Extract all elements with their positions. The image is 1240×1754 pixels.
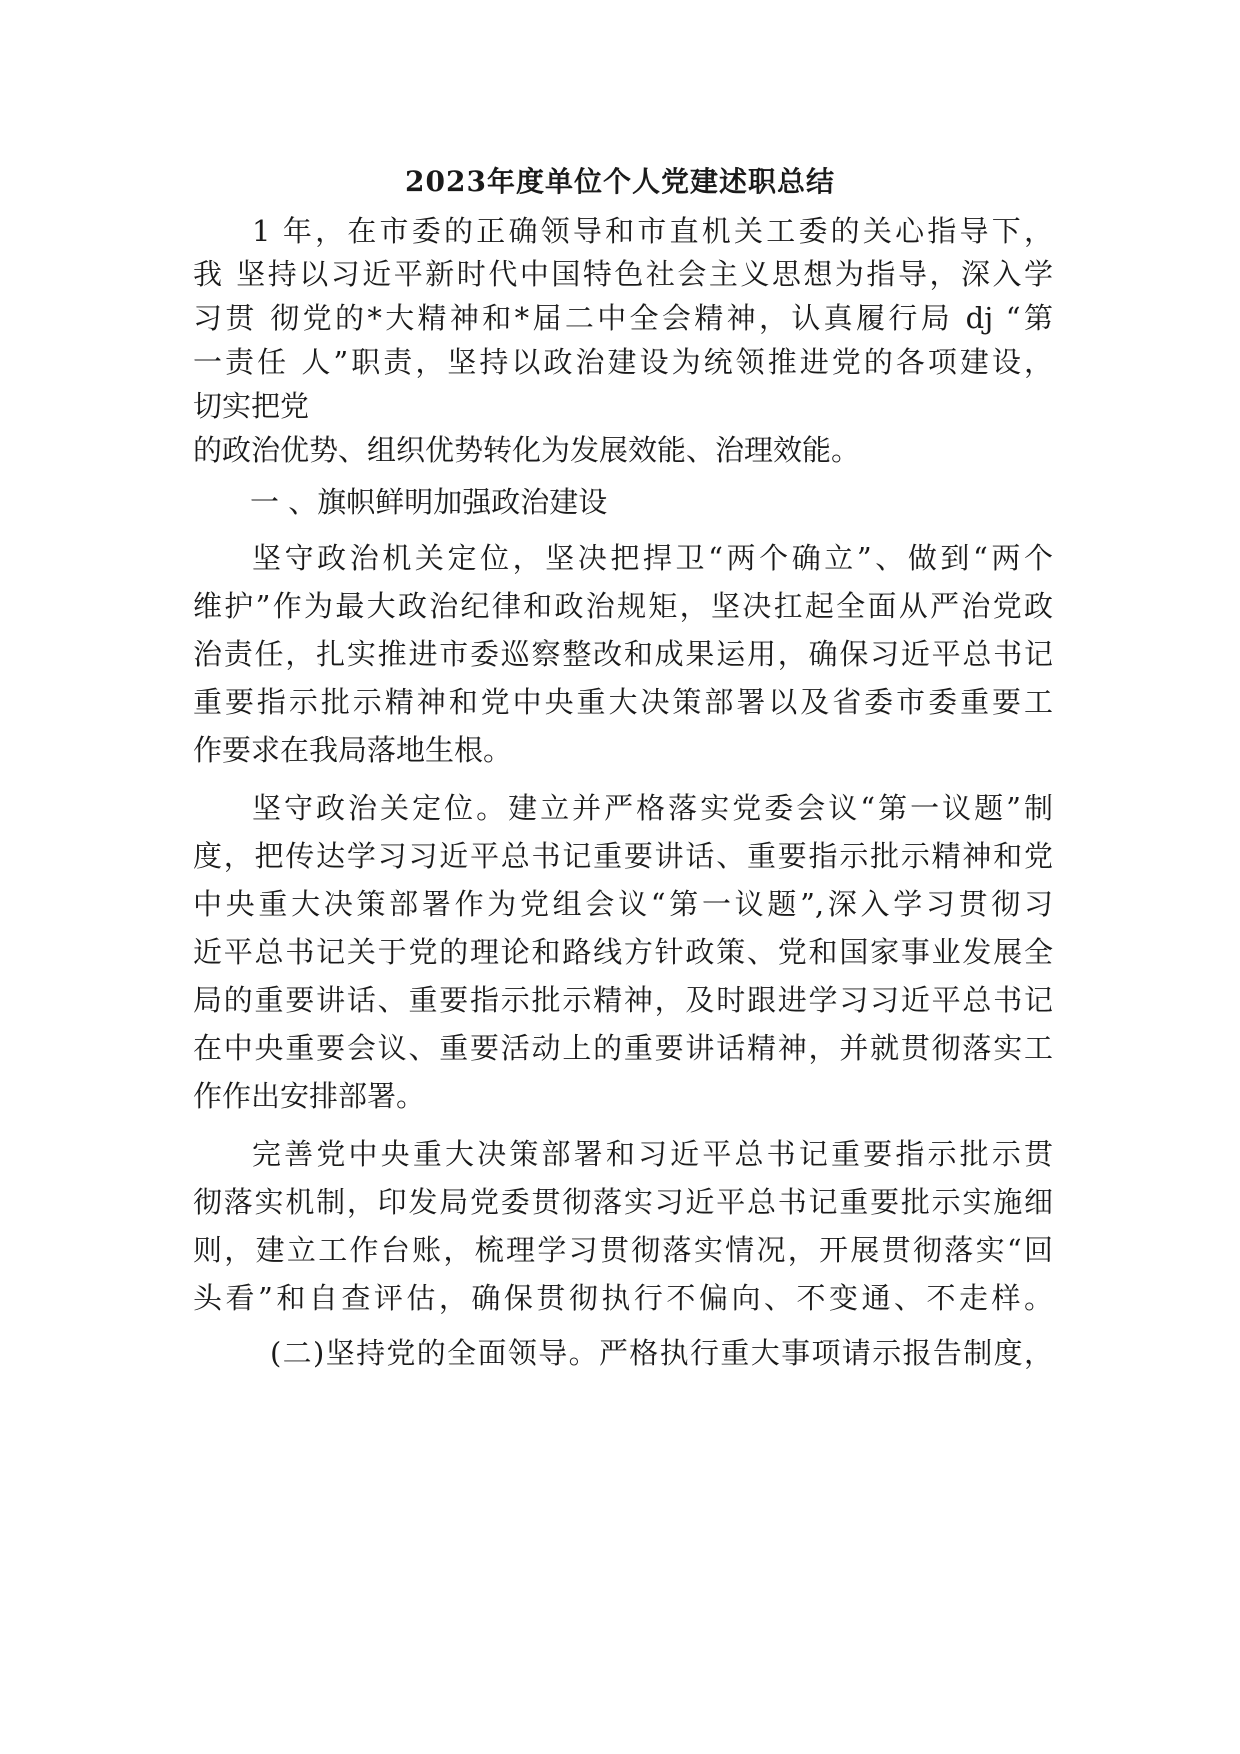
text-line: 治责任，扎实推进市委巡察整改和成果运用，确保习近平总书记: [193, 637, 1053, 671]
text-line: 近平总书记关于党的理论和路线方针政策、党和国家事业发展全: [193, 935, 1053, 969]
text-line: 彻落实机制，印发局党委贯彻落实习近平总书记重要批示实施细: [193, 1185, 1053, 1219]
text-line: 我 坚持以习近平新时代中国特色社会主义思想为指导，深入学: [193, 257, 1053, 291]
text-line: 坚守政治关定位。建立并严格落实党委会议“第一议题”制: [252, 791, 1053, 825]
text-line: 度，把传达学习习近平总书记重要讲话、重要指示批示精神和党: [193, 839, 1053, 873]
text-line: 则，建立工作台账，梳理学习贯彻落实情况，开展贯彻落实“回: [193, 1233, 1053, 1267]
text-line: 重要指示批示精神和党中央重大决策部署以及省委市委重要工: [193, 685, 1053, 719]
text-line: 作要求在我局落地生根。: [193, 733, 513, 767]
text-line: 的政治优势、组织优势转化为发展效能、治理效能。: [193, 433, 861, 467]
section-heading: 一 、旗帜鲜明加强政治建设: [250, 485, 608, 519]
text-line: 头看”和自查评估，确保贯彻执行不偏向、不变通、不走样。: [193, 1281, 1053, 1315]
text-line: (二)坚持党的全面领导。严格执行重大事项请示报告制度，: [270, 1336, 1053, 1370]
text-line: 切实把党: [193, 389, 310, 423]
text-line: 习贯 彻党的*大精神和*届二中全会精神，认真履行局 dj “第: [193, 301, 1053, 335]
text-line: 在中央重要会议、重要活动上的重要讲话精神，并就贯彻落实工: [193, 1031, 1053, 1065]
text-line: 一责任 人”职责，坚持以政治建设为统领推进党的各项建设，: [193, 345, 1053, 379]
text-line: 作作出安排部署。: [193, 1079, 426, 1113]
text-line: 完善党中央重大决策部署和习近平总书记重要指示批示贯: [252, 1137, 1053, 1171]
text-line: 维护”作为最大政治纪律和政治规矩，坚决扛起全面从严治党政: [193, 589, 1053, 623]
text-line: 1 年，在市委的正确领导和市直机关工委的关心指导下，: [252, 214, 1053, 248]
text-line: 坚守政治机关定位，坚决把捍卫“两个确立”、做到“两个: [252, 541, 1053, 575]
document-title: 2023年度单位个人党建述职总结: [405, 165, 835, 198]
text-line: 局的重要讲话、重要指示批示精神，及时跟进学习习近平总书记: [193, 983, 1053, 1017]
text-line: 中央重大决策部署作为党组会议“第一议题”,深入学习贯彻习: [193, 887, 1053, 921]
